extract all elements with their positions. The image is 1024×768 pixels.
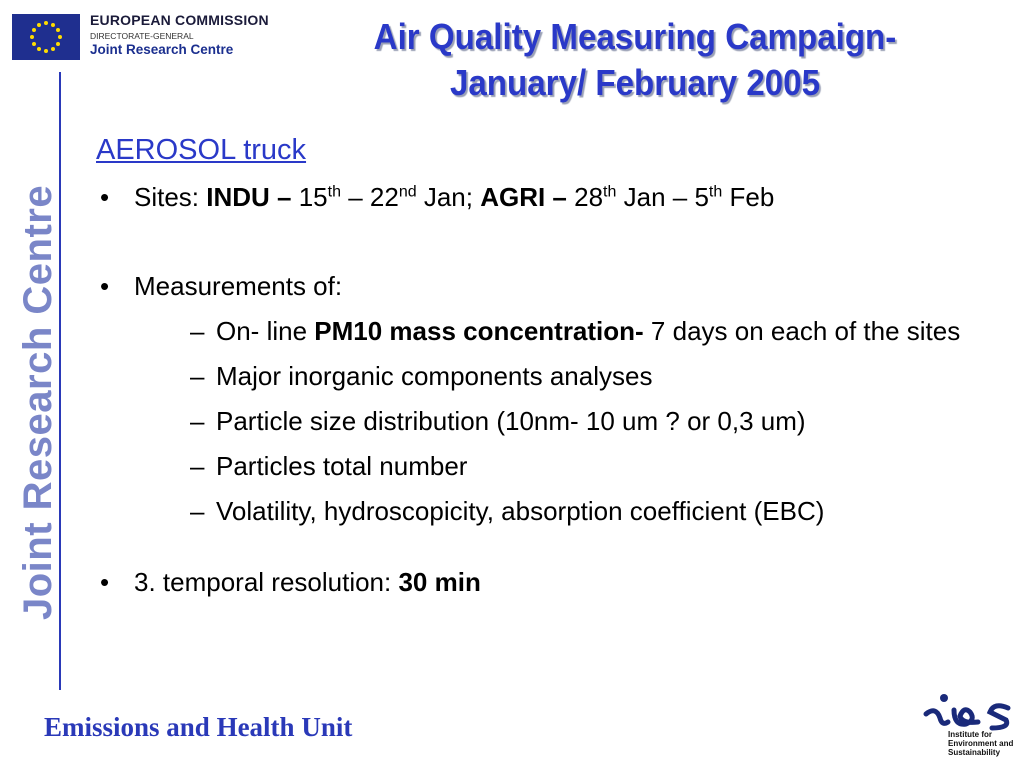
- measurement-item-pm10: – On- line PM10 mass concentration- 7 days on each of the sites: [190, 316, 961, 346]
- ies-logo: [918, 688, 1024, 768]
- slide-title: [354, 14, 915, 106]
- ies-logo-mark-icon: [918, 688, 1024, 732]
- slide-title-line1: Air Quality Measuring Campaign-: [373, 16, 897, 57]
- measurement-item-size-distribution: – Particle size distribution (10nm- 10 um ? or 0,3 um): [190, 406, 806, 436]
- org-name: EUROPEAN COMMISSION: [90, 12, 269, 28]
- measurement-item-total-number: – Particles total number: [190, 451, 468, 481]
- dash-mark: –: [190, 316, 205, 346]
- ies-dot: [940, 694, 948, 702]
- org-directorate: DIRECTORATE-GENERAL: [90, 31, 194, 41]
- side-label: Joint Research Centre: [16, 184, 60, 620]
- eu-flag-icon: [12, 14, 80, 60]
- footer-unit: Emissions and Health Unit: [44, 712, 353, 742]
- bullet-resolution: • 3. temporal resolution: 30 min: [100, 567, 481, 597]
- bullet-mark: •: [100, 182, 110, 212]
- org-centre: Joint Research Centre: [90, 42, 234, 57]
- bullet-mark: •: [100, 567, 110, 597]
- bullet-measurements: • Measurements of: – On- line PM10 mass concentration- 7 days on each of the sites – Major inorganic components analyses – Particle size distribution (10nm- 10 um ? or 0,3 um) – Particles total number – Volatility, hydroscopicity, absorption coefficient (EBC): [96, 271, 976, 527]
- section-subtitle: AEROSOL truck: [96, 134, 307, 166]
- dash-mark: –: [190, 496, 205, 526]
- bullet-sites: • Sites: INDU – 15th – 22nd Jan; AGRI – 28th Jan – 5th Feb: [100, 182, 775, 212]
- slide-body: [96, 135, 976, 612]
- european-commission-logo: [12, 12, 284, 62]
- measurement-item-inorganic: – Major inorganic components analyses: [190, 361, 653, 391]
- dash-mark: –: [190, 361, 205, 391]
- bullet-mark: •: [100, 271, 110, 301]
- slide-title-line2: January/ February 2005: [449, 62, 821, 103]
- dash-mark: –: [190, 406, 205, 436]
- measurement-item-volatility: – Volatility, hydroscopicity, absorption coefficient (EBC): [190, 496, 825, 526]
- ies-caption: Institute for Environment and Sustainability: [948, 730, 1014, 757]
- dash-mark: –: [190, 451, 205, 481]
